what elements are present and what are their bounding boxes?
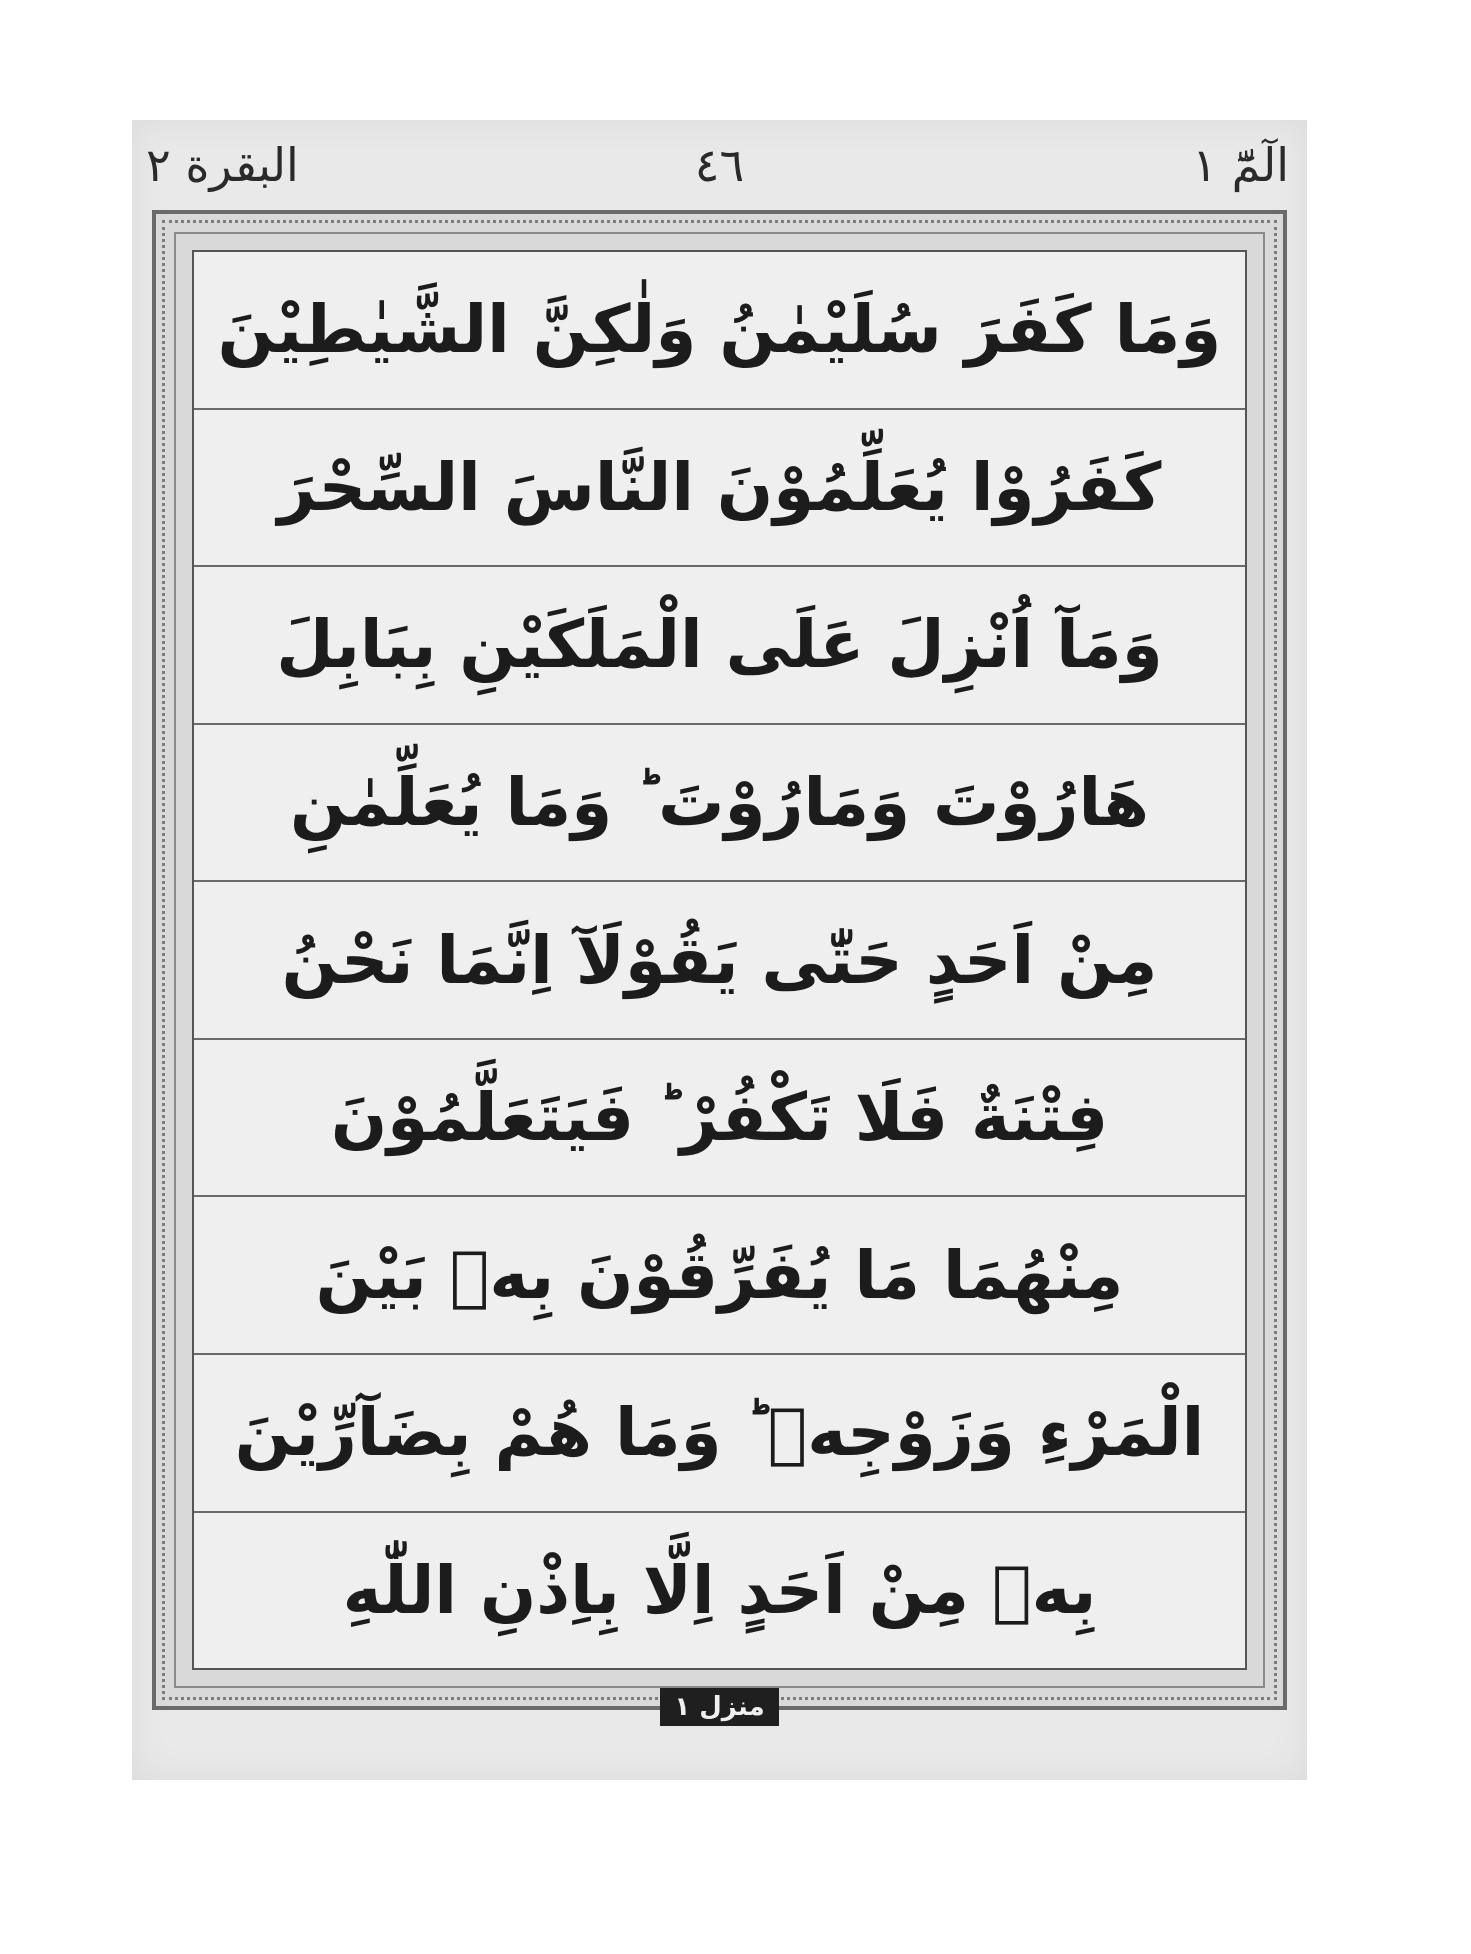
- para-name-header: الٓمّٓ ١: [1192, 138, 1289, 192]
- verse-line: بِهٖ مِنْ اَحَدٍ اِلَّا بِاِذْنِ اللّٰهِ: [342, 1551, 1097, 1629]
- surah-name-header: البقرة ٢: [146, 138, 299, 192]
- verse-line: هَارُوْتَ وَمَارُوْتَ ؕ وَمَا يُعَلِّمٰنِ: [194, 725, 1245, 883]
- verse-line: فِتْنَةٌ فَلَا تَكْفُرْ ؕ فَيَتَعَلَّمُوْنَ: [194, 1040, 1245, 1198]
- page-photo: [132, 120, 1307, 1780]
- manzil-label: منزل ١: [660, 1688, 778, 1726]
- decorative-border: [152, 210, 1287, 1710]
- page-number: ٤٦: [694, 138, 745, 192]
- verse-line: مِنْهُمَا مَا يُفَرِّقُوْنَ بِهٖ بَيْنَ: [194, 1197, 1245, 1355]
- verse-line: الْمَرْءِ وَزَوْجِهٖ ؕ وَمَا هُمْ بِضَآرِّيْنَ: [194, 1355, 1245, 1513]
- verse-text-area: [192, 250, 1247, 1670]
- verse-line: وَمَا كَفَرَ سُلَيْمٰنُ وَلٰكِنَّ الشَّيٰطِيْنَ: [194, 252, 1245, 410]
- verse-line: وَمَآ اُنْزِلَ عَلَى الْمَلَكَيْنِ بِبَابِلَ: [194, 567, 1245, 725]
- verse-line: مِنْ اَحَدٍ حَتّٰى يَقُوْلَآ اِنَّمَا نَحْنُ: [194, 882, 1245, 1040]
- manzil-footer: [132, 1688, 1307, 1726]
- verse-line: كَفَرُوْا يُعَلِّمُوْنَ النَّاسَ السِّحْرَ: [194, 410, 1245, 568]
